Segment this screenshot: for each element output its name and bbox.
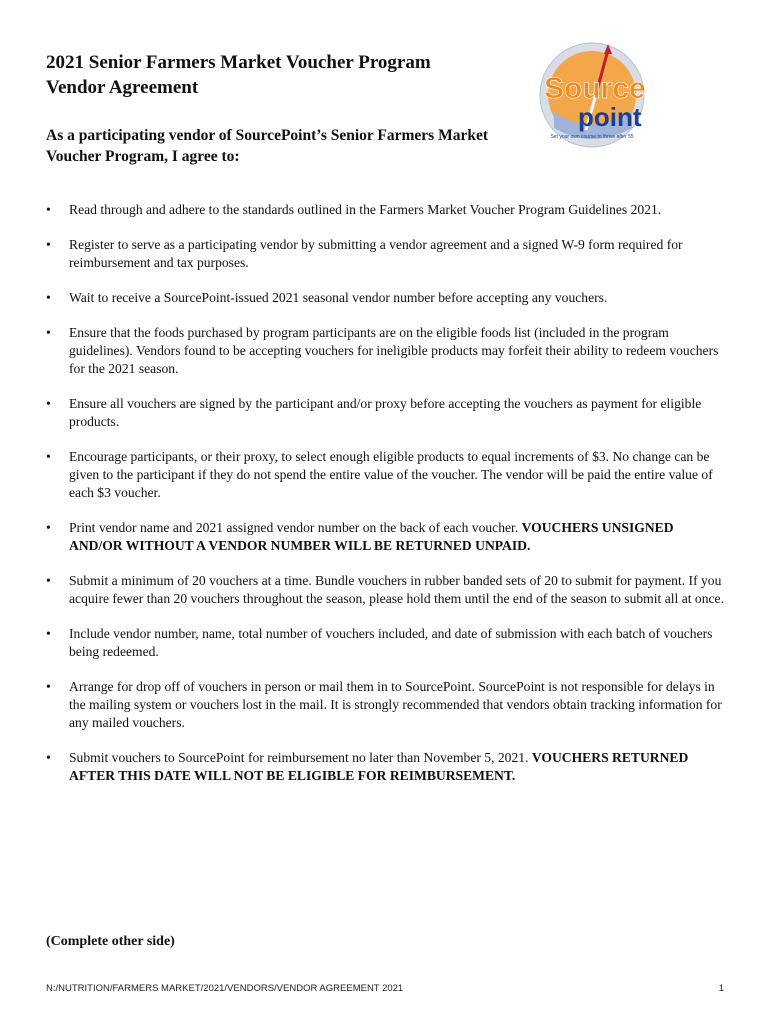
agreement-item-text: Ensure all vouchers are signed by the participant and/or proxy before accepting the vouchers as payment for eligible products. <box>69 396 702 429</box>
title-line-1: 2021 Senior Farmers Market Voucher Program <box>46 52 431 73</box>
agreement-item-text: Read through and adhere to the standards outlined in the Farmers Market Voucher Program Guidelines 2021. <box>69 202 662 217</box>
bullet-marker: • <box>46 290 51 305</box>
complete-other-side-note: (Complete other side) <box>46 934 175 949</box>
bullet-marker: • <box>46 573 51 588</box>
agreement-item-text: Submit a minimum of 20 vouchers at a time. Bundle vouchers in rubber banded sets of 20 to submit for payment. If you acquire fewer than 20 vouchers throughout the season, please hold them until the end of the season to submit all at once. <box>69 573 724 606</box>
agreement-item <box>46 625 726 661</box>
agreement-item-text: Print vendor name and 2021 assigned vendor number on the back of each voucher. <box>69 520 522 535</box>
agreement-item <box>46 289 726 307</box>
agreement-item <box>46 236 726 272</box>
agreement-item <box>46 749 726 785</box>
agreement-item-text: Ensure that the foods purchased by program participants are on the eligible foods list (included in the program guidelines). Vendors found to be accepting vouchers for ineligible products may forfeit their ability to redeem vouchers for the 2021 season. <box>69 325 719 376</box>
page-number: 1 <box>718 983 724 994</box>
agreement-item <box>46 448 726 502</box>
agreement-item <box>46 572 726 608</box>
agreement-item <box>46 678 726 732</box>
logo-tagline: Set your own course to thrive after 55 <box>550 134 634 140</box>
agreement-item-text: Arrange for drop off of vouchers in person or mail them in to SourcePoint. SourcePoint is not responsible for delays in the mailing system or vouchers lost in the mail. It is strongly recommended that vendors obtain tracking information for any mailed vouchers. <box>69 679 722 730</box>
bullet-marker: • <box>46 237 51 252</box>
title-line-2: Vendor Agreement <box>46 77 199 98</box>
bullet-marker: • <box>46 626 51 641</box>
logo-word-point: point <box>578 102 642 132</box>
bullet-marker: • <box>46 202 51 217</box>
intro-statement: As a participating vendor of SourcePoint’s Senior Farmers Market Voucher Program, I agree to: <box>46 127 488 165</box>
agreement-item <box>46 395 726 431</box>
agreement-item <box>46 324 726 378</box>
agreement-item-text: Include vendor number, name, total number of vouchers included, and date of submission with each batch of vouchers being redeemed. <box>69 626 713 659</box>
logo-word-source: Source <box>544 72 646 105</box>
sourcepoint-logo <box>528 40 690 150</box>
bullet-marker: • <box>46 449 51 464</box>
agreement-item-warning: VOUCHERS UNSIGNED AND/OR WITHOUT A VENDOR NUMBER WILL BE RETURNED UNPAID. <box>69 520 674 553</box>
agreement-item-text: Encourage participants, or their proxy, to select enough eligible products to equal increments of $3. No change can be given to the participant if they do not spend the entire value of the voucher. The vendor will be paid the entire value of each $3 voucher. <box>69 449 713 500</box>
agreement-item-text: Register to serve as a participating vendor by submitting a vendor agreement and a signed W-9 form required for reimbursement and tax purposes. <box>69 237 683 270</box>
agreement-item-warning: VOUCHERS RETURNED AFTER THIS DATE WILL NOT BE ELIGIBLE FOR REIMBURSEMENT. <box>69 750 689 783</box>
agreement-item-text: Submit vouchers to SourcePoint for reimbursement no later than November 5, 2021. <box>69 750 532 765</box>
bullet-marker: • <box>46 520 51 535</box>
bullet-marker: • <box>46 679 51 694</box>
page-footer <box>46 983 726 994</box>
bullet-marker: • <box>46 325 51 340</box>
footer-file-path: N:/NUTRITION/FARMERS MARKET/2021/VENDORS/VENDOR AGREEMENT 2021 <box>46 983 404 994</box>
agreement-list <box>46 201 726 785</box>
bullet-marker: • <box>46 396 51 411</box>
bullet-marker: • <box>46 750 51 765</box>
agreement-item <box>46 201 726 219</box>
document-title <box>46 50 526 100</box>
agreement-item <box>46 519 726 555</box>
agreement-item-text: Wait to receive a SourcePoint-issued 2021 seasonal vendor number before accepting any vouchers. <box>69 290 608 305</box>
